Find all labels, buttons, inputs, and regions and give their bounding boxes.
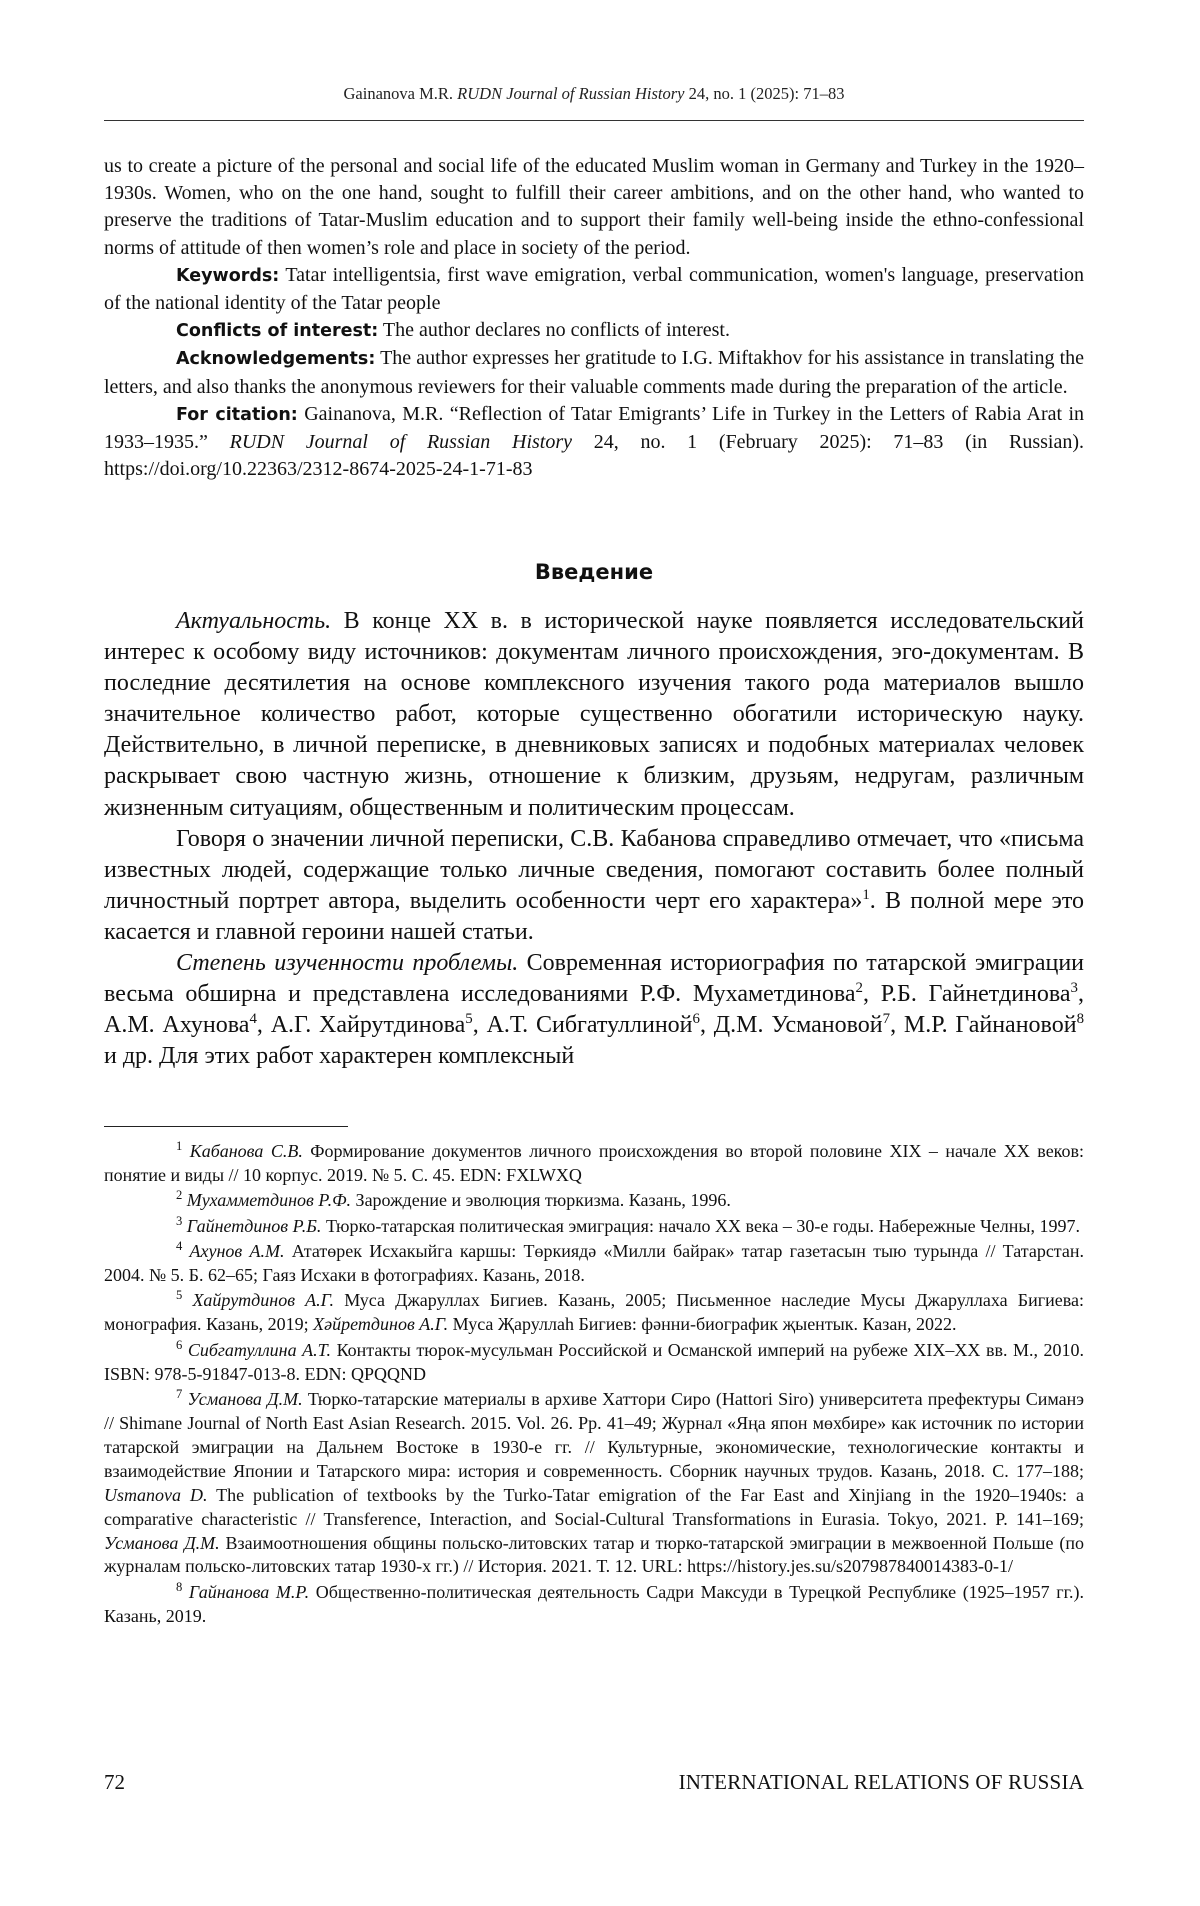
- conflicts-text: The author declares no conflicts of interest.: [382, 319, 730, 342]
- fn5-text-b: Муса Җаруллаh Бигиев: фәнни-биографик җыентык. Казан, 2022.: [452, 1314, 957, 1335]
- p3-a: Современная историография по татарской эмиграции весьма обширна и представлена исследованиями Р.Ф. Мухаметдинова: [104, 950, 1085, 1008]
- fn7-author-3: Усманова Д.М.: [104, 1532, 220, 1553]
- footnote-1: [104, 1140, 1084, 1188]
- fn7-author-2: Usmanova D.: [104, 1484, 208, 1505]
- footnote-6: [104, 1339, 1084, 1387]
- body-text: [104, 606, 1084, 1072]
- header-author: Gainanova M.R.: [343, 84, 454, 103]
- footnote-ref-5[interactable]: 5: [465, 1011, 473, 1028]
- footnote-num-8: 8: [176, 1579, 183, 1594]
- footnote-num-4: 4: [176, 1239, 183, 1254]
- fn6-author: Сибгатуллина А.Т.: [187, 1339, 332, 1360]
- p2-tail: . В полной мере это касается и главной героини нашей статьи.: [104, 887, 1084, 945]
- fn7-text-b: The publication of textbooks by the Turko-Tatar emigration of the Far East and Xinjiang in the 1920–1940s: a comparative characteristic // Transference, Interaction, and Social-Cultural Transformations in Eurasia. Tokyo, 2021. P. 141–169;: [104, 1484, 1084, 1529]
- fn1-text: Формирование документов личного происхождения во второй половине XIX – начале XX веков: понятие и виды // 10 корпус. 2019. № 5. С. 45. EDN: FXLWXQ: [104, 1141, 1085, 1185]
- footnote-5: [104, 1289, 1084, 1337]
- header-rule: [104, 120, 1084, 121]
- keywords-text: Tatar intelligentsia, first wave emigration, verbal communication, women's language, preservation of the national identity of the Tatar people: [104, 263, 1084, 315]
- fn7-author: Усманова Д.М.: [187, 1389, 303, 1410]
- footnote-num-1: 1: [176, 1139, 183, 1153]
- header-journal: RUDN Journal of Russian History: [457, 84, 685, 103]
- acknowledgements: [104, 345, 1084, 400]
- footnote-8: [104, 1581, 1084, 1629]
- footnote-ref-8[interactable]: 8: [1076, 1011, 1084, 1028]
- fn8-text: Общественно-политическая деятельность Садри Максуди в Турецкой Республике (1925–1957 гг.). Казань, 2019.: [104, 1581, 1085, 1626]
- citation-text-1: Gainanova, M.R. “Reflection of Tatar Emigrants’ Life in Turkey in the Letters of Rabia Arat in 1933–1935.”: [104, 402, 1085, 454]
- abstract-block: [104, 153, 1084, 483]
- footnote-ref-7[interactable]: 7: [882, 1011, 891, 1028]
- footnote-2: [104, 1189, 1084, 1213]
- abstract-continuation: us to create a picture of the personal and social life of the educated Muslim woman in Germany and Turkey in the 1920–1930s. Women, who on the one hand, sought to fulfill their career ambitions, and on the other hand, who wanted to preserve the traditions of Tatar-Muslim education and to support their family well-being inside the ethno-confessional norms of attitude of then women’s role and place in society of the period.: [104, 155, 1084, 259]
- p3-b: , Р.Б. Гайнетдинова: [862, 981, 1071, 1008]
- p3-f: , Д.М. Усмановой: [699, 1012, 883, 1039]
- footnote-num-6: 6: [176, 1337, 183, 1352]
- fn5-text-a: Муса Джаруллах Бигиев. Казань, 2005; Письменное наследие Мусы Джаруллаха Бигиева: монография. Казань, 2019;: [104, 1290, 1084, 1335]
- paper-page: [104, 0, 1084, 1906]
- footnote-ref-2[interactable]: 2: [855, 980, 863, 997]
- footnote-ref-6[interactable]: 6: [692, 1011, 700, 1028]
- fn4-author: Ахунов А.М.: [189, 1241, 285, 1262]
- p1-lead: Актуальность.: [176, 608, 332, 634]
- keywords-label: Keywords:: [176, 265, 280, 286]
- fn5-author-2: Хәйретдинов А.Г.: [313, 1314, 449, 1335]
- footnote-ref-3[interactable]: 3: [1070, 980, 1078, 997]
- footnotes: [104, 1140, 1084, 1630]
- conflicts-label: Conflicts of interest:: [176, 321, 379, 342]
- footnote-4: [104, 1240, 1084, 1288]
- header-issue: 24, no. 1 (2025): 71–83: [688, 84, 845, 103]
- body-paragraph-1: [104, 606, 1084, 824]
- p3-lead: Степень изученности проблемы.: [176, 950, 519, 977]
- fn7-text-a: Тюрко-татарские материалы в архиве Хаттори Сиро (Hattori Siro) университета префектуры Симанэ // Shimane Journal of North East Asian Research. 2015. Vol. 26. Pp. 41–49; Журнал «Яңа япон мөхбире» как источник по истории татарской эмиграции на Дальнем Востоке в 1930-е гг. // Культурные, экономические, технологические контакты и взаимодействие Японии и Татарского мира: история и современность. Сборник научных трудов. Казань, 2018. С. 177–188;: [104, 1389, 1084, 1481]
- conflicts: [104, 317, 1084, 345]
- keywords: [104, 262, 1084, 317]
- page-number: 72: [104, 1770, 125, 1794]
- body-paragraph-3: [104, 948, 1084, 1072]
- journal-section-footer: INTERNATIONAL RELATIONS OF RUSSIA: [678, 1770, 1084, 1794]
- footnote-ref-1[interactable]: 1: [862, 886, 870, 903]
- p3-g: , М.Р. Гайнановой: [890, 1012, 1077, 1039]
- section-title: Введение: [534, 560, 654, 584]
- fn3-text: Тюрко-татарская политическая эмиграция: начало ХХ века – 30-е годы. Набережные Челны, 1997.: [325, 1215, 1080, 1236]
- running-head: [104, 84, 1084, 104]
- p2-text: Говоря о значении личной переписки, С.В. Кабанова справедливо отмечает, что «письма известных людей, содержащие только личные сведения, помогают составить более полный личностный портрет автора, выделить особенности черт его характера»: [104, 825, 1084, 914]
- p3-e: , А.Т. Сибгатуллиной: [472, 1012, 693, 1039]
- p3-c: , А.М. Ахунова: [104, 981, 1084, 1039]
- fn8-author: Гайнанова М.Р.: [188, 1581, 310, 1602]
- citation-label: For citation:: [176, 404, 298, 425]
- p3-h: и др. Для этих работ характерен комплексный: [104, 1043, 575, 1070]
- footnote-3: [104, 1215, 1084, 1239]
- p1-text: В конце XX в. в исторической науке появляется исследовательский интерес к особому виду источников: документам личного происхождения, эго-документам. В последние десятилетия на основе комплексного изучения такого рода материалов вышло значительное количество работ, которые существенно обогатили историческую науку. Действительно, в личной переписке, в дневниковых записях и подобных материалах человек раскрывает свою частную жизнь, отношение к близким, друзьям, недругам, различным жизненным ситуациям, общественным и политическим процессам.: [104, 608, 1084, 821]
- fn5-author: Хайрутдинов А.Г.: [192, 1290, 335, 1311]
- footnote-num-5: 5: [176, 1288, 183, 1303]
- footnote-ref-4[interactable]: 4: [249, 1011, 257, 1028]
- p3-d: , А.Г. Хайрутдинова: [256, 1012, 466, 1039]
- citation-text-2: 24, no. 1 (February 2025): 71–83 (in Russian). https://doi.org/10.22363/2312-8674-2025-24-1-71-83: [104, 431, 1085, 481]
- fn7-text-c: Взаимоотношения общины польско-литовских татар и тюрко-татарской эмиграции в межвоенной Польше (по журналам польско-литовских татар 1930-х гг.) // История. 2021. Т. 12. URL: https://history.jes.su/s207987840014383-0-1/: [104, 1532, 1084, 1577]
- citation-journal: RUDN Journal of Russian History: [229, 431, 573, 454]
- fn4-text: Ататөрек Исхакыйга каршы: Төркиядә «Милли байрак» татар газетасын тыю турында // Татарстан. 2004. № 5. Б. 62–65; Гаяз Исхаки в фотографиях. Казань, 2018.: [104, 1241, 1085, 1286]
- fn3-author: Гайнетдинов Р.Б.: [186, 1215, 322, 1236]
- footnote-7: [104, 1388, 1084, 1579]
- fn1-author: Кабанова С.В.: [189, 1141, 303, 1161]
- fn6-text: Контакты тюрок-мусульман Российской и Османской империй на рубеже XIX–XX вв. М., 2010. ISBN: 978-5-91847-013-8. EDN: QPQQND: [104, 1339, 1085, 1384]
- body-paragraph-2: [104, 824, 1084, 948]
- footnote-num-3: 3: [176, 1213, 183, 1228]
- fn2-author: Мухамметдинов Р.Ф.: [186, 1190, 352, 1211]
- footnote-num-2: 2: [176, 1188, 183, 1203]
- fn2-text: Зарождение и эволюция тюркизма. Казань, 1996.: [355, 1190, 731, 1211]
- ack-label: Acknowledgements:: [176, 349, 376, 370]
- ack-text: The author expresses her gratitude to I.G. Miftakhov for his assistance in translating the letters, and also thanks the anonymous reviewers for their valuable comments made during the preparation of the article.: [104, 347, 1085, 398]
- citation: [104, 401, 1084, 484]
- footnote-num-7: 7: [176, 1387, 183, 1402]
- footnote-rule: [104, 1126, 348, 1127]
